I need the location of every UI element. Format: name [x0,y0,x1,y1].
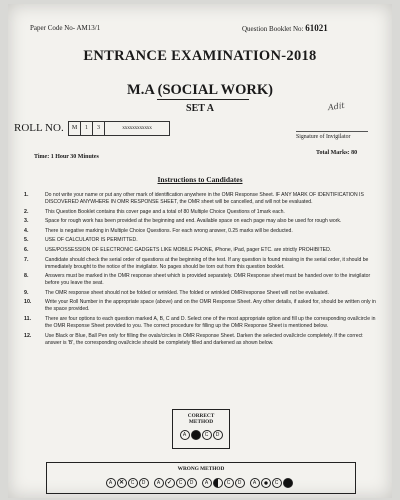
correct-method-title-line1: CORRECT [187,413,215,419]
instruction-text: Space for rough work has been provided at the beginning and end. Available space on each page may also be used for rough work. [45,218,342,225]
bubble-a: A [202,478,212,488]
roll-box: M [68,121,81,136]
instruction-text: There are four options to each question marked A, B, C and D. Select one of the most appropriate option and fill up the corresponding oval/circle in the OMR Response Sheet provided to you. The correct procedure for filling up the OMR Response Sheet is mentioned below. [45,315,376,329]
bubble-b-half-filled [213,478,223,488]
bubble-d: D [235,478,245,488]
instructions-list [24,192,376,349]
roll-number-label: ROLL NO. [14,122,64,134]
instruction-text: There is negative marking in Multiple Choice Questions. For each wrong answer, 0.25 marks will be deducted. [45,227,293,234]
wrong-example-cross [106,478,149,488]
instruction-text: This Question Booklet contains this cover page and a total of 80 Multiple Choice Questions of 1mark each. [45,208,285,215]
instruction-number: 7. [24,256,29,263]
instruction-item [24,237,376,244]
bubble-a: A [154,478,164,488]
bubble-d-filled [283,478,293,488]
instruction-item [24,192,376,206]
wrong-method-title: WRONG METHOD [177,466,225,472]
roll-box: 3 [92,121,105,136]
bubble-c: C [224,478,234,488]
instruction-number: 8. [24,273,29,280]
paper-code: Paper Code No- AM13/1 [30,24,101,32]
instruction-text: Answers must be marked in the OMR response sheet which is provided separately. OMR Response sheet must be handed over to the invigilator before you leave the seat. [45,273,371,287]
bubble-a: A [250,478,260,488]
correct-method-title [173,413,229,425]
instruction-number: 2. [24,208,29,215]
correct-method-bubbles [173,430,229,440]
roll-box: 1 [80,121,93,136]
instruction-text: Use Black or Blue, Ball Pen only for filling the ovals/circles in OMR Response Sheet. Darken the selected oval/circle completely. If the correct answer is 'B', the corresponding oval/circle should be completely filled and darkened as shown below. [45,332,363,346]
instruction-text: USE OF CALCULATOR IS PERMITTED. [45,237,138,244]
total-marks: Total Marks: 80 [316,150,358,156]
instruction-number: 12. [24,332,32,339]
instruction-text: Do not write your name or put any other mark of identification anywhere in the OMR Response Sheet. IF ANY MARK OF IDENTIFICATION IS DISCOVERED ANYWHERE IN OMR RESPONSE SHEET, the OMR sheet will be cancelled, and will not be evaluated. [45,192,364,205]
subject-title: M.A (SOCIAL WORK) [127,82,273,98]
bubble-b-dotted [261,478,271,488]
wrong-example-half [202,478,245,488]
bubble-b-ticked: ✓ [165,478,175,488]
bubble-d: D [139,478,149,488]
wrong-method-box [46,462,356,494]
bubble-c: C [128,478,138,488]
bubble-d: D [187,478,197,488]
instruction-text: Candidate should check the serial order of questions at the beginning of the test. If any question is found missing in the serial order, it should be immediately brought to the notice of the invigilator. No pages should be torn out from this question booklet. [45,256,369,270]
bubble-b-filled: B [191,430,201,440]
signature-line [296,131,368,132]
instruction-number: 5. [24,237,29,244]
correct-method-box [172,409,230,449]
correct-method-title-line2: METHOD [188,419,214,425]
instruction-item [24,228,376,235]
instruction-text: The OMR response sheet should not be folded or wrinkled. The folded or wrinkled OMR/response Sheet will not be evaluated. [45,289,329,296]
instruction-number: 3. [24,218,29,225]
instruction-text: Write your Roll Number in the appropriate space (above) and on the OMR Response Sheet. Any other details, if asked for, should be written only in the space provided. [45,299,376,313]
bubble-d: D [213,430,223,440]
instruction-number: 11. [24,315,32,322]
instruction-item [24,316,376,330]
question-booklet-cover [8,4,392,498]
instruction-number: 4. [24,227,29,234]
exam-title: ENTRANCE EXAMINATION-2018 [83,48,317,64]
instruction-number: 1. [24,192,29,198]
instruction-item [24,273,376,287]
bubble-a: A [180,430,190,440]
instruction-item [24,290,376,297]
instructions-heading: Instructions to Candidates [157,175,243,184]
instruction-number: 9. [24,289,29,296]
bubble-c: C [272,478,282,488]
wrong-example-tick [154,478,197,488]
subject-underline [157,99,249,100]
instruction-item [24,209,376,216]
booklet-number [242,23,328,33]
signature-label: Signature of Invigilator [296,134,351,140]
instruction-item [24,257,376,271]
bubble-c: C [202,430,212,440]
instruction-text: USE/POSSESSION OF ELECTRONIC GADGETS LIKE MOBILE PHONE, iPhone, iPad, pager ETC. are strictly PROHIBITED. [45,246,332,253]
invigilator-signature: Adit [327,100,346,113]
wrong-method-bubbles [47,478,355,488]
bubble-b-crossed: ✕ [117,478,127,488]
set-label: SET A [186,103,214,114]
roll-number-boxes [68,121,169,135]
instruction-item [24,333,376,347]
booklet-number-value: 61021 [305,23,328,33]
bubble-a: A [106,478,116,488]
instruction-item [24,299,376,313]
instruction-number: 10. [24,299,32,306]
booklet-number-label: Question Booklet No: [242,25,304,33]
wrong-example-dot [250,478,293,488]
instruction-item [24,218,376,225]
bubble-c: C [176,478,186,488]
roll-box-redacted: xxxxxxxxxxxx [104,121,170,136]
exam-duration: Time: 1 Hour 30 Minutes [34,154,99,160]
instruction-item [24,247,376,254]
instruction-number: 6. [24,246,29,253]
